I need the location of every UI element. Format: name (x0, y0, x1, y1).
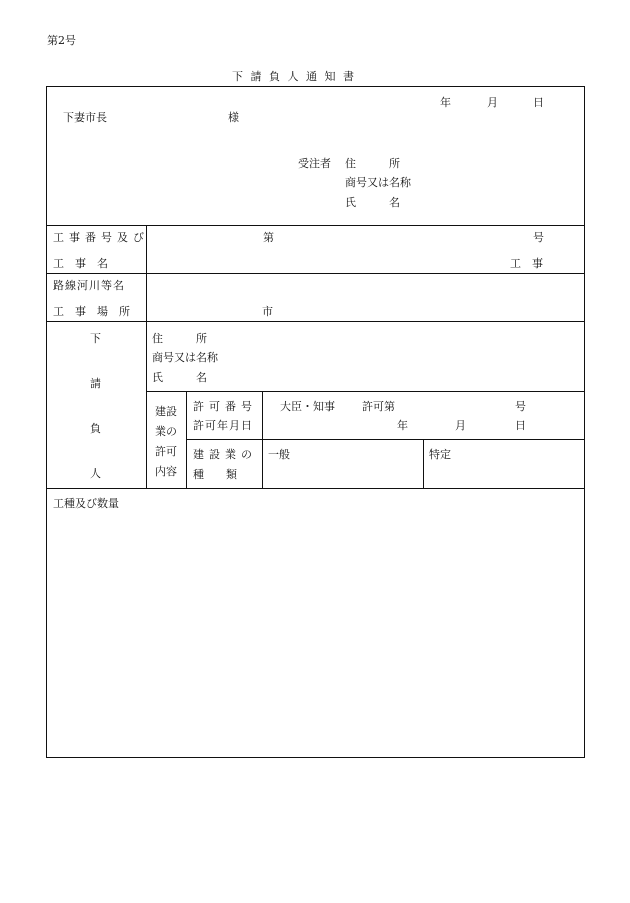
license-minister-governor: 大臣・知事 (280, 400, 335, 413)
construction-number-label: 工事番号及び (53, 231, 149, 244)
license-year-label: 年 (397, 419, 408, 432)
construction-place-label: 工 事 場 所 (53, 305, 130, 318)
addressee-name: 下妻市長 (63, 111, 107, 124)
divider (146, 391, 585, 392)
divider (146, 225, 147, 489)
construction-koji: 工 事 (510, 257, 543, 270)
business-type-specific: 特定 (429, 448, 451, 461)
construction-name-label: 工 事 名 (53, 257, 108, 270)
date-day-label: 日 (533, 96, 544, 109)
date-year-label: 年 (440, 96, 451, 109)
contractor-trade-name-label: 商号又は名称 (345, 176, 411, 189)
license-date-label: 許可年月日 (193, 419, 253, 432)
divider (423, 439, 424, 489)
license-group-line: 業の (155, 425, 177, 438)
subcontractor-side-char: 請 (90, 377, 101, 390)
divider (46, 321, 585, 322)
contractor-address-label: 住 所 (345, 157, 400, 170)
subcontractor-side-char: 下 (90, 332, 101, 345)
license-number-label: 許可番号 (193, 400, 257, 413)
license-group-line: 建設 (155, 405, 177, 418)
construction-go: 号 (533, 231, 544, 244)
divider (186, 439, 585, 440)
subcontractor-trade-name-label: 商号又は名称 (152, 351, 218, 364)
subcontractor-name-label: 氏 名 (152, 371, 207, 384)
license-month-label: 月 (455, 419, 466, 432)
business-type-label: 建設業の (193, 448, 257, 461)
divider (262, 391, 263, 489)
form-table (46, 86, 585, 758)
subcontractor-side-char: 負 (90, 422, 101, 435)
business-type-general: 一般 (268, 448, 290, 461)
divider (46, 225, 585, 226)
license-go: 号 (515, 400, 526, 413)
divider (46, 273, 585, 274)
addressee-honorific: 様 (228, 111, 239, 124)
road-river-label: 路線河川等名 (53, 279, 125, 292)
work-types-label: 工種及び数量 (53, 497, 119, 510)
contractor-role: 受注者 (298, 157, 331, 170)
license-dai: 許可第 (362, 400, 395, 413)
subcontractor-side-char: 人 (90, 467, 101, 480)
license-group-line: 内容 (155, 465, 177, 478)
document-title: 下 請 負 人 通 知 書 (232, 70, 356, 83)
form-number: 第2号 (47, 34, 76, 47)
contractor-name-label: 氏 名 (345, 196, 400, 209)
divider (186, 391, 187, 489)
subcontractor-address-label: 住 所 (152, 332, 207, 345)
business-type-label: 種 類 (193, 468, 237, 481)
construction-dai: 第 (263, 231, 274, 244)
construction-city: 市 (262, 305, 273, 318)
date-month-label: 月 (487, 96, 498, 109)
license-group-line: 許可 (155, 445, 177, 458)
license-day-label: 日 (515, 419, 526, 432)
divider (46, 488, 585, 489)
